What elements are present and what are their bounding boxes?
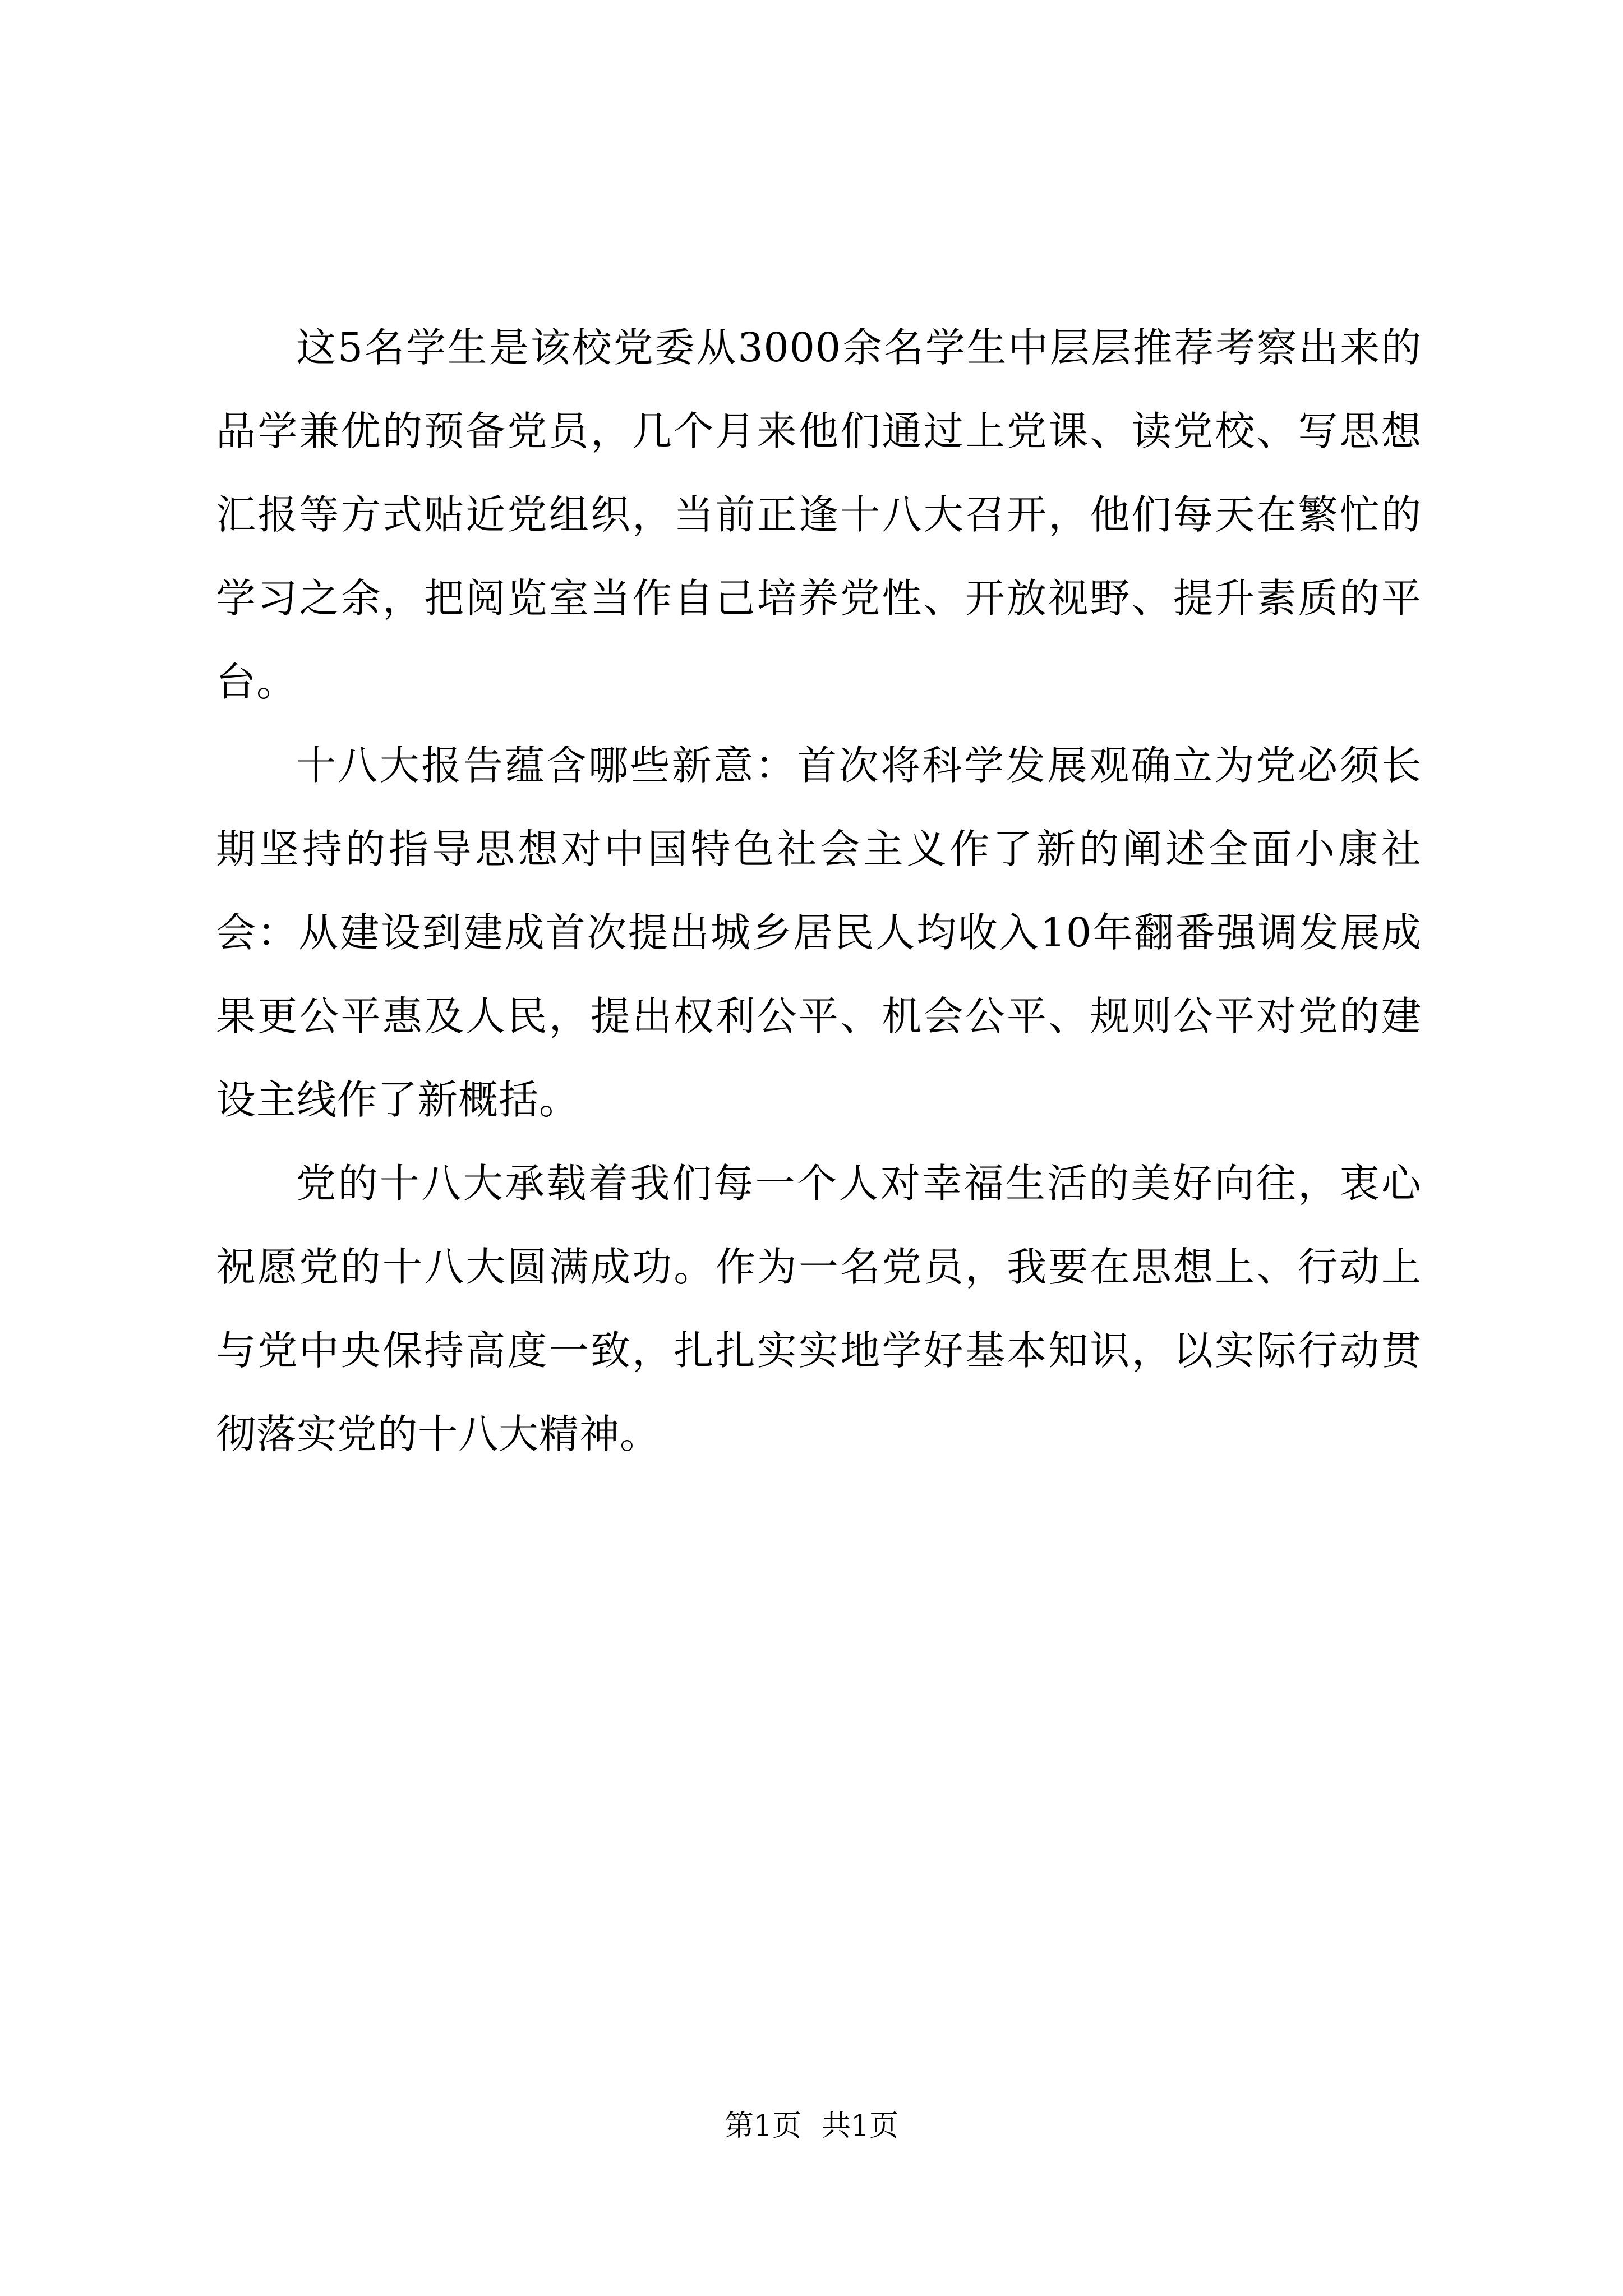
document-body xyxy=(216,306,1422,1476)
page-number-total: 共1页 xyxy=(822,2109,899,2143)
page-footer xyxy=(0,2106,1623,2146)
paragraph-2: 十八大报告蕴含哪些新意：首次将科学发展观确立为党必须长期坚持的指导思想对中国特色社会主义作了新的阐述全面小康社会：从建设到建成首次提出城乡居民人均收入10年翻番强调发展成果更公平惠及人民，提出权利公平、机会公平、规则公平对党的建设主线作了新概括。 xyxy=(216,742,1422,1123)
page-number-current: 第1页 xyxy=(724,2109,801,2143)
paragraph-1: 这5名学生是该校党委从3000余名学生中层层推荐考察出来的品学兼优的预备党员，几个月来他们通过上党课、读党校、写思想汇报等方式贴近党组织，当前正逢十八大召开，他们每天在繁忙的学习之余，把阅览室当作自己培养党性、开放视野、提升素质的平台。 xyxy=(216,324,1422,705)
paragraph-3: 党的十八大承载着我们每一个人对幸福生活的美好向往，衷心祝愿党的十八大圆满成功。作为一名党员，我要在思想上、行动上与党中央保持高度一致，扎扎实实地学好基本知识，以实际行动贯彻落实党的十八大精神。 xyxy=(216,1160,1422,1457)
